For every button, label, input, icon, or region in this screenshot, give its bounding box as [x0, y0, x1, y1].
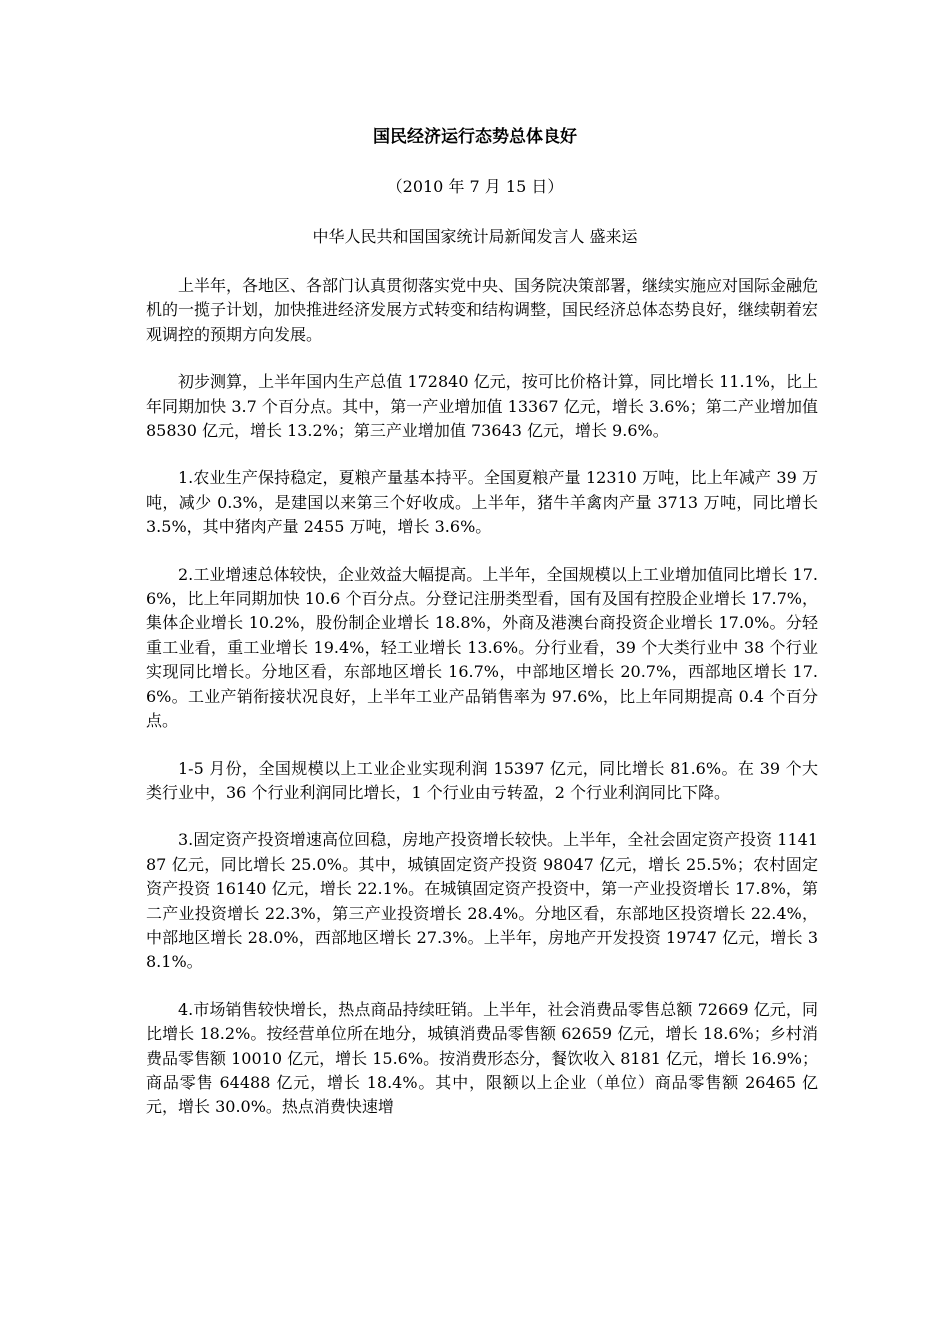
paragraph: 1-5 月份，全国规模以上工业企业实现利润 15397 亿元，同比增长 81.6%。在 39 个大类行业中，36 个行业利润同比增长，1 个行业由亏转盈，2 个行业利润同比下降。 — [146, 758, 818, 802]
document-date: （2010 年 7 月 15 日） — [386, 177, 564, 196]
paragraph: 上半年，各地区、各部门认真贯彻落实党中央、国务院决策部署，继续实施应对国际金融危机的一揽子计划，加快推进经济发展方式转变和结构调整，国民经济总体态势良好，继续朝着宏观调控的预期方向发展。 — [146, 276, 819, 344]
paragraph: 3.固定资产投资增速高位回稳，房地产投资增长较快。上半年，全社会固定资产投资 114187 亿元，同比增长 25.0%。其中，城镇固定资产投资 98047 亿元，增长 25.5%；农村固定资产投资 16140 亿元，增长 22.1%。在城镇固定资产投资中，第一产业投资增长 17.8%，第二产业投资增长 22.3%，第三产业投资增长 28.4%。分地区看，东部地区投资增长 22.4%，中部地区增长 28.0%，西部地区增长 27.3%。上半年，房地产开发投资 19747 亿元，增长 38.1%。 — [146, 830, 818, 972]
paragraph: 2.工业增速总体较快，企业效益大幅提高。上半年，全国规模以上工业增加值同比增长 17.6%，比上年同期加快 10.6 个百分点。分登记注册类型看，国有及国有控股企业增长 17.7%，集体企业增长 10.2%，股份制企业增长 18.8%，外商及港澳台商投资企业增长 17.0%。分轻重工业看，重工业增长 19.4%，轻工业增长 13.6%。分行业看，39 个大类行业中 38 个行业实现同比增长。分地区看，东部地区增长 16.7%，中部地区增长 20.7%，西部地区增长 17.6%。工业产销衔接状况良好，上半年工业产品销售率为 97.6%，比上年同期提高 0.4 个百分点。 — [146, 564, 818, 731]
document-title: 国民经济运行态势总体良好 — [373, 127, 577, 147]
document-body — [146, 274, 818, 1143]
paragraph: 4.市场销售较快增长，热点商品持续旺销。上半年，社会消费品零售总额 72669 亿元，同比增长 18.2%。按经营单位所在地分，城镇消费品零售额 62659 亿元，增长 18.6%；乡村消费品零售额 10010 亿元，增长 15.6%。按消费形态分，餐饮收入 8181 亿元，增长 16.9%；商品零售 64488 亿元，增长 18.4%。其中，限额以上企业（单位）商品零售额 26465 亿元，增长 30.0%。热点消费快速增 — [146, 999, 818, 1117]
paragraph: 初步测算，上半年国内生产总值 172840 亿元，按可比价格计算，同比增长 11.1%，比上年同期加快 3.7 个百分点。其中，第一产业增加值 13367 亿元，增长 3.6%；第二产业增加值 85830 亿元，增长 13.2%；第三产业增加值 73643 亿元，增长 9.6%。 — [146, 372, 818, 441]
document-author: 中华人民共和国国家统计局新闻发言人 盛来运 — [312, 227, 638, 246]
paragraph: 1.农业生产保持稳定，夏粮产量基本持平。全国夏粮产量 12310 万吨，比上年减产 39 万吨，减少 0.3%，是建国以来第三个好收成。上半年，猪牛羊禽肉产量 3713 万吨，同比增长 3.5%，其中猪肉产量 2455 万吨，增长 3.6%。 — [146, 468, 818, 537]
